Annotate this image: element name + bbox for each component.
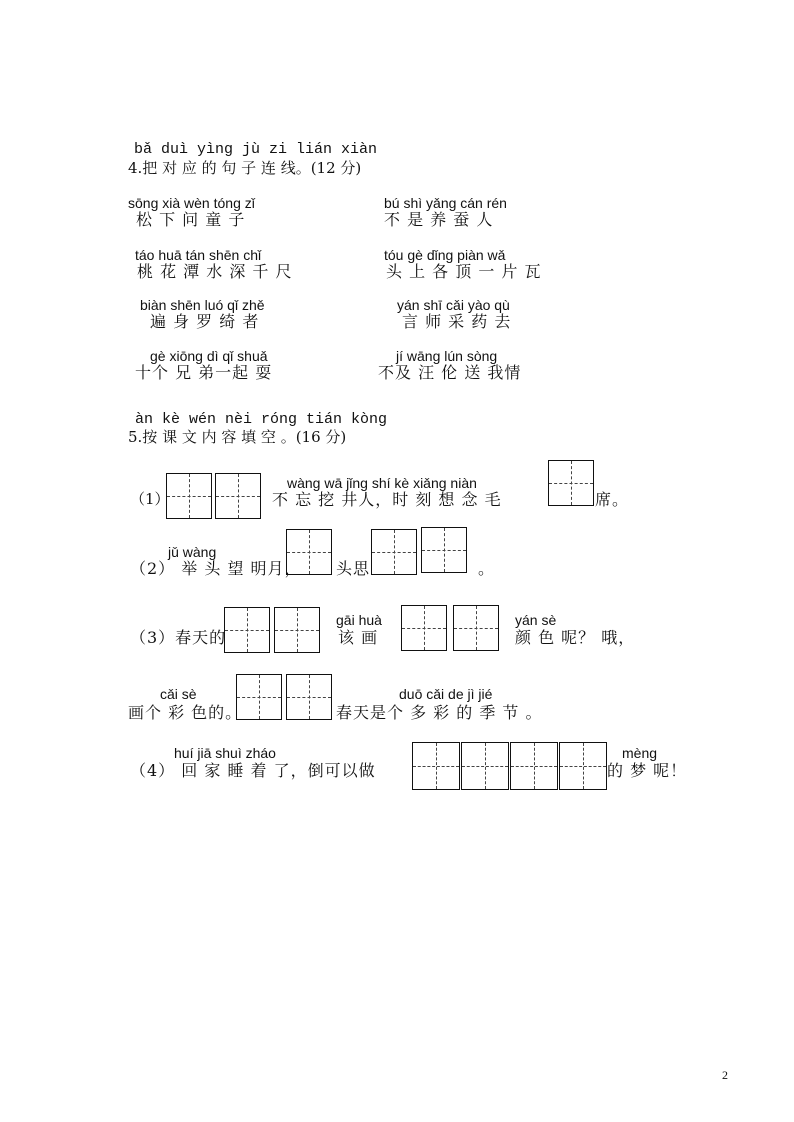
q5-s4-text: （4） 回 家 睡 着 了，倒可以做 bbox=[130, 761, 376, 780]
answer-box[interactable] bbox=[274, 607, 320, 653]
answer-box[interactable] bbox=[166, 473, 212, 519]
q4-left-4: 十个 兄 弟一起 耍 bbox=[135, 363, 273, 382]
q4-right-1-pinyin: bú shì yǎng cán rén bbox=[384, 195, 507, 211]
answer-box[interactable] bbox=[548, 460, 594, 506]
q5-s3-text2: 颜 色 呢？ 哦， bbox=[515, 628, 636, 647]
q4-left-4-pinyin: gè xiōng dì qǐ shuǎ bbox=[150, 348, 268, 364]
q5-s4-pinyin: huí jiā shuì zháo bbox=[174, 745, 276, 761]
answer-box[interactable] bbox=[401, 605, 447, 651]
q5-s2-end: 。 bbox=[478, 559, 496, 578]
q5-s3-text: 该 画 bbox=[338, 628, 379, 647]
answer-box[interactable] bbox=[286, 674, 332, 720]
q5-s2-mid: 头思 bbox=[336, 559, 371, 578]
q5-s3-pinyin2: yán sè bbox=[515, 612, 557, 628]
answer-box[interactable] bbox=[286, 529, 332, 575]
q5-s2-text: （2） 举 头 望 明月， bbox=[130, 559, 302, 578]
q4-title-pinyin: bǎ duì yìng jù zi lián xiàn bbox=[134, 141, 378, 158]
q4-right-4-pinyin: jí wāng lún sòng bbox=[396, 348, 498, 364]
answer-box[interactable] bbox=[236, 674, 282, 720]
answer-box[interactable] bbox=[421, 527, 467, 573]
answer-box[interactable] bbox=[215, 473, 261, 519]
answer-box[interactable] bbox=[559, 742, 607, 790]
q4-right-2-pinyin: tóu gè dǐng piàn wǎ bbox=[384, 247, 506, 263]
answer-box[interactable] bbox=[453, 605, 499, 651]
q4-left-1-pinyin: sōng xià wèn tóng zǐ bbox=[128, 195, 255, 211]
q5-s4-pinyin2: mèng bbox=[622, 745, 658, 761]
q5-s3b-pinyin: cǎi sè bbox=[160, 686, 197, 702]
q5-s1-number: （1） bbox=[130, 490, 170, 508]
q4-right-2: 头 上 各 顶 一 片 瓦 bbox=[386, 262, 542, 281]
q4-right-1: 不 是 养 蚕 人 bbox=[384, 210, 494, 229]
q5-s3-pinyin: gāi huà bbox=[336, 612, 382, 628]
q4-left-3-pinyin: biàn shēn luó qǐ zhě bbox=[140, 297, 265, 313]
q5-s3b-text2: 春天是个 多 彩 的 季 节 。 bbox=[336, 703, 543, 722]
q5-s3-number: （3）春天的 bbox=[130, 628, 227, 647]
q4-left-2-pinyin: táo huā tán shēn chǐ bbox=[135, 247, 262, 263]
q5-title-pinyin: àn kè wén nèi róng tián kòng bbox=[135, 411, 388, 428]
page-number: 2 bbox=[722, 1068, 728, 1082]
answer-box[interactable] bbox=[461, 742, 509, 790]
q4-right-4: 不及 汪 伦 送 我情 bbox=[378, 363, 522, 382]
q5-title: 5.按 课 文 内 容 填 空 。(16 分) bbox=[128, 428, 347, 446]
q4-right-3: 言 师 采 药 去 bbox=[402, 312, 512, 331]
q4-left-2: 桃 花 潭 水 深 千 尺 bbox=[137, 262, 293, 281]
q4-left-1: 松 下 问 童 子 bbox=[136, 210, 246, 229]
q5-s3b-pinyin2: duō cǎi de jì jié bbox=[399, 686, 493, 702]
q4-left-3: 遍 身 罗 绮 者 bbox=[150, 312, 260, 331]
q5-s1-pinyin: wàng wā jǐng shí kè xiǎng niàn bbox=[287, 475, 477, 491]
q5-s3b-text: 画个 彩 色的。 bbox=[128, 703, 243, 722]
answer-box[interactable] bbox=[224, 607, 270, 653]
q5-s2-pinyin: jǔ wàng bbox=[168, 544, 217, 560]
q4-title: 4.把 对 应 的 句 子 连 线。(12 分) bbox=[128, 159, 362, 177]
q4-right-3-pinyin: yán shī cǎi yào qù bbox=[397, 297, 510, 313]
answer-box[interactable] bbox=[510, 742, 558, 790]
answer-box[interactable] bbox=[412, 742, 460, 790]
q5-s1-end: 席。 bbox=[595, 490, 630, 509]
q5-s4-text2: 的 梦 呢！ bbox=[607, 761, 688, 780]
answer-box[interactable] bbox=[371, 529, 417, 575]
q5-s1-text: 不 忘 挖 井人，时 刻 想 念 毛 bbox=[272, 490, 502, 509]
